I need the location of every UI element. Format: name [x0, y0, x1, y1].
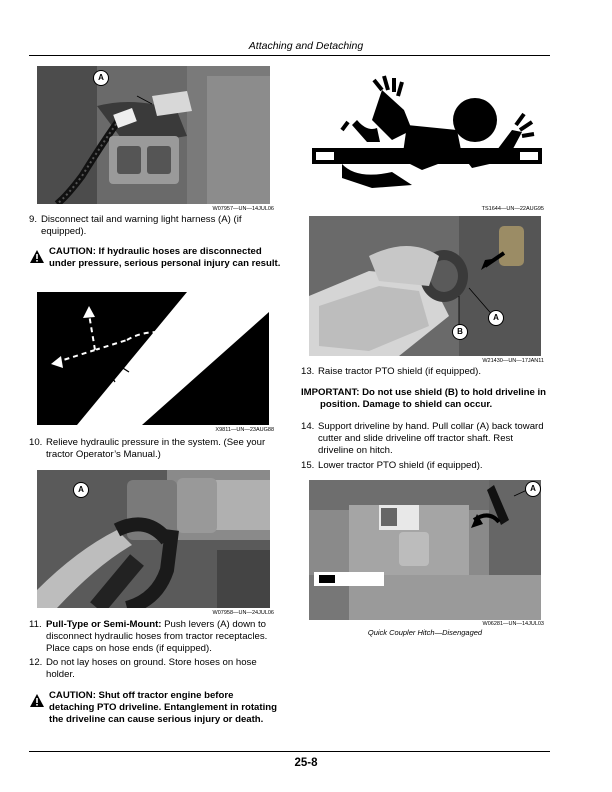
caution-pto: CAUTION: Shut off tractor engine before detaching PTO driveline. Entanglement in rotating the driveline can cause serious injury or death. [49, 690, 277, 726]
step-13 [301, 366, 551, 378]
step-text: Disconnect tail and warning light harness (A) (if equipped). [41, 214, 242, 238]
hydraulic-hoses-photo [37, 470, 270, 608]
step-text: Raise tractor PTO shield (if equipped). [318, 366, 481, 377]
step-number: 13. [301, 366, 315, 377]
step-number: 9. [29, 214, 38, 225]
important-note [301, 387, 570, 411]
step-number: 15. [301, 460, 315, 471]
step-bold-lead: Pull-Type or Semi-Mount: [46, 619, 162, 630]
quick-coupler-hitch-photo [309, 480, 541, 620]
figure-code: TS1644—UN—22AUG95 [481, 206, 544, 212]
step-number: 11. [29, 619, 42, 630]
step-number: 10. [29, 437, 43, 448]
warning-triangle-icon [30, 694, 44, 707]
step-10 [29, 437, 281, 461]
step-text: Relieve hydraulic pressure in the system. (See your tractor Operator’s Manual.) [46, 437, 266, 461]
callout-b: B [452, 324, 468, 340]
page-number: 25-8 [294, 757, 318, 769]
figure-code: W21430—UN—17JAN11 [482, 358, 544, 364]
footer-rule [29, 751, 550, 752]
figure-code: W07958—UN—24JUL06 [212, 610, 274, 616]
figure-code: X9811—UN—23AUG88 [215, 427, 274, 433]
figure-code: W06281—UN—14JUL03 [482, 621, 544, 627]
important-text: Do not use shield (B) to hold driveline in position. Damage to shield can occur. [320, 387, 547, 411]
step-14 [301, 421, 551, 458]
callout-a: A [93, 70, 109, 86]
step-text: Lower tractor PTO shield (if equipped). [318, 460, 483, 471]
entanglement-warning-graphic [312, 70, 542, 203]
callout-a: A [525, 481, 541, 497]
caution-hydraulic: CAUTION: If hydraulic hoses are disconnected under pressure, serious personal injury can result. [49, 246, 281, 270]
step-text: Support driveline by hand. Pull collar (A) back toward cutter and slide driveline off tractor shaft. Rest driveline on hitch. [318, 421, 544, 457]
warning-triangle-icon [30, 250, 44, 263]
callout-a: A [488, 310, 504, 326]
step-text: Do not lay hoses on ground. Store hoses on hose holder. [46, 657, 257, 681]
figure-code: W07957—UN—14JUL06 [212, 206, 274, 212]
light-harness-photo [37, 66, 270, 204]
figure-caption: Quick Coupler Hitch—Disengaged [367, 628, 483, 637]
step-12 [29, 657, 281, 681]
step-11 [29, 619, 281, 656]
step-9 [29, 214, 279, 238]
driveline-collar-photo [309, 216, 541, 356]
running-header: Attaching and Detaching [248, 40, 364, 52]
header-rule [29, 55, 550, 56]
hydraulic-spray-warning-graphic [37, 292, 269, 425]
important-label: IMPORTANT: [301, 387, 360, 398]
step-15 [301, 460, 551, 472]
step-text: Push levers (A) down to disconnect hydraulic hoses from tractor receptacles. Place caps on hose ends (if equipped). [46, 619, 268, 655]
step-number: 14. [301, 421, 315, 432]
callout-a: A [73, 482, 89, 498]
step-number: 12. [29, 657, 43, 668]
